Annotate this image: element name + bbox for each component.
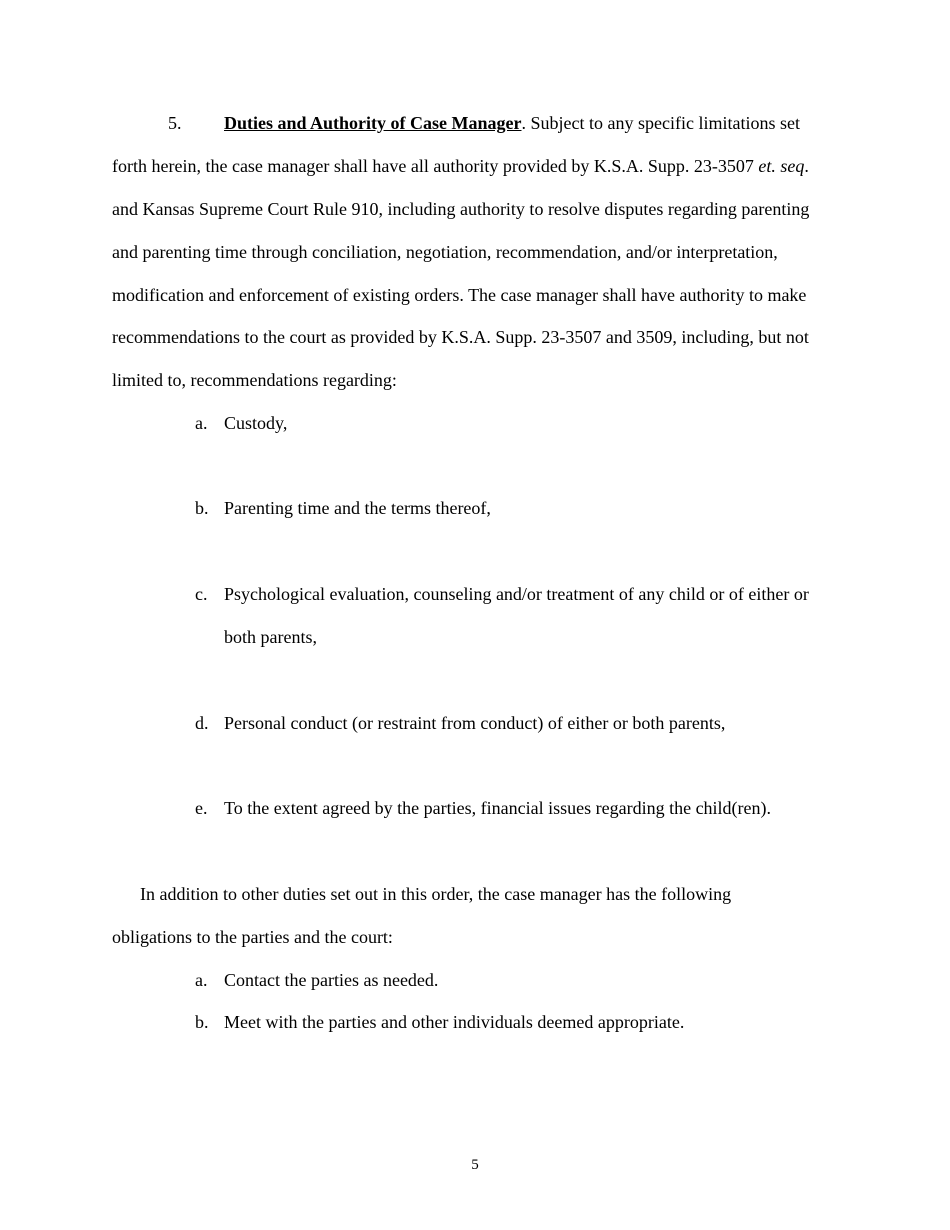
list-item: Psychological evaluation, counseling and/or treatment of any child or of either or (224, 584, 809, 604)
list-item: Custody, (224, 413, 288, 433)
list-item: Meet with the parties and other individuals deemed appropriate. (224, 1012, 685, 1032)
page-number: 5 (471, 1157, 479, 1173)
paragraph-line: In addition to other duties set out in this order, the case manager has the following (140, 884, 732, 904)
section-number: 5. (168, 113, 182, 133)
paragraph-line (112, 155, 809, 177)
list-marker: a. (195, 413, 208, 433)
paragraph-text: . Subject to any specific limitations set (521, 113, 800, 133)
list-marker: b. (195, 1012, 209, 1032)
list-item: Contact the parties as needed. (224, 970, 439, 990)
paragraph-line: recommendations to the court as provided by K.S.A. Supp. 23-3507 and 3509, including, but not (112, 327, 809, 347)
section-heading: Duties and Authority of Case Manager (224, 113, 522, 133)
list-item-continuation: both parents, (224, 627, 317, 647)
list-marker: b. (195, 498, 209, 518)
paragraph-line: and parenting time through conciliation, negotiation, recommendation, and/or interpretation, (112, 242, 778, 262)
list-marker: a. (195, 970, 208, 990)
italic-citation: et. seq (758, 156, 805, 176)
paragraph-line: and Kansas Supreme Court Rule 910, including authority to resolve disputes regarding parenting (112, 199, 810, 219)
paragraph-line: modification and enforcement of existing orders. The case manager shall have authority to make (112, 285, 807, 305)
list-marker: d. (195, 713, 209, 733)
paragraph-line: obligations to the parties and the court: (112, 927, 393, 947)
list-item: To the extent agreed by the parties, financial issues regarding the child(ren). (224, 798, 772, 818)
list-marker: c. (195, 584, 208, 604)
section-heading-line (224, 112, 800, 134)
list-marker: e. (195, 798, 208, 818)
list-item: Parenting time and the terms thereof, (224, 498, 491, 518)
paragraph-text: . (804, 156, 809, 176)
paragraph-text: forth herein, the case manager shall have all authority provided by K.S.A. Supp. 23-3507 (112, 156, 759, 176)
paragraph-line: limited to, recommendations regarding: (112, 370, 397, 390)
list-item: Personal conduct (or restraint from conduct) of either or both parents, (224, 713, 726, 733)
